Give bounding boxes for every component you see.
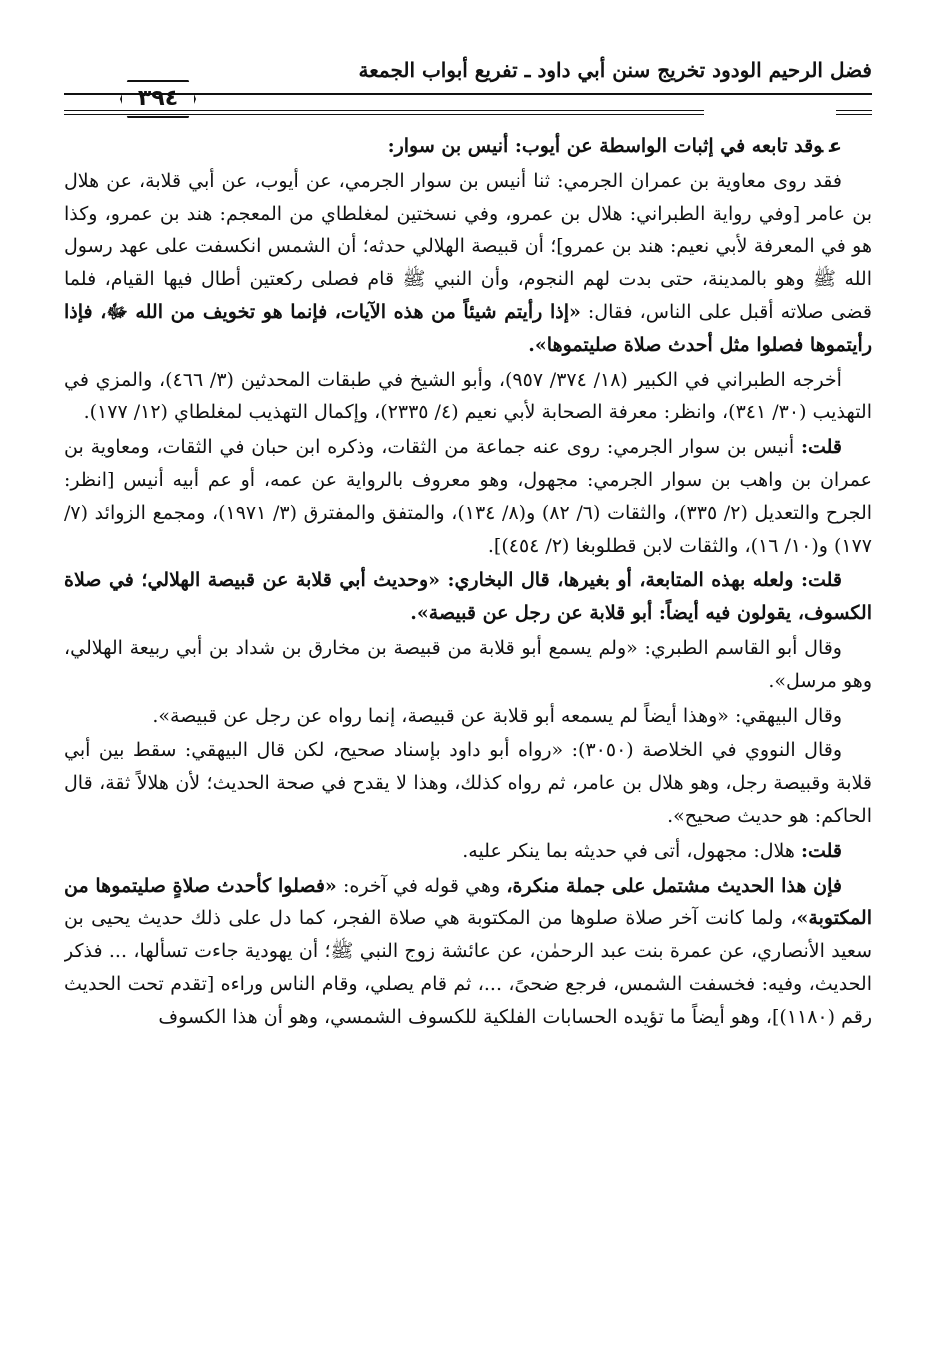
rule-line-right-second bbox=[836, 114, 872, 115]
munkar-quote: «فصلوا كأحدث صلاةٍ صليتموها من المكتوبة» bbox=[64, 874, 872, 930]
munkar-text: وهي قوله في آخره: bbox=[336, 874, 507, 897]
bullet-icon: ع bbox=[829, 135, 842, 157]
hadith-text: فقد روى معاوية بن عمران الجرمي: ثنا أنيس بن سوار الجرمي، عن أيوب، عن أبي قلابة، عن هلال بن عامر [وفي رواية الطبراني: هلال بن عمرو، وفي نسختين لمغلطاي من المعجم: هند بن عمرو، وكذا هو في المعرفة لأبي نعيم: هند بن عمرو]؛ أن قبيصة الهلالي حدثه؛ أن الشمس انكسفت على عهد رسول الله ﷺ وهو بالمدينة، حتى بدت لهم النجوم، وأن النبي ﷺ قام فصلى ركعتين أطال فيها القيام، فلما قضى صلاته أقبل على الناس، فقال: bbox=[64, 169, 872, 323]
page-body bbox=[64, 130, 872, 1362]
paragraph-qultu-3 bbox=[64, 835, 872, 868]
paragraph-qultu-1 bbox=[64, 431, 872, 562]
qultu-label: قلت: bbox=[800, 569, 842, 592]
munkar-continuation: ، ولما كانت آخر صلاة صلوها من المكتوبة هي صلاة الفجر، كما دل على ذلك حديث يحيى بن سعيد الأنصاري، عن عمرة بنت عبد الرحمٰن، عن عائشة زوج النبي ﷺ؛ أن يهودية جاءت تسألها، ... فذكر الحديث، وفيه: فخسفت الشمس، فرجع ضحىً، ...، ثم قام يصلي، وقام الناس وراءه [تقدم تحت الحديث رقم (١١٨٠)]، وهو أيضاً ما تؤيده الحسابات الفلكية للكسوف الشمسي، وهو أن هذا الكسوف bbox=[64, 907, 872, 1028]
paragraph-heading bbox=[64, 130, 872, 163]
paragraph-qultu-2 bbox=[64, 564, 872, 630]
paragraph-bayhaqi: وقال البيهقي: «وهذا أيضاً لم يسمعه أبو قلابة عن قبيصة، إنما رواه عن رجل عن قبيصة». bbox=[152, 704, 842, 727]
paragraph-hadith bbox=[64, 165, 872, 362]
paragraph-munkar bbox=[64, 870, 872, 1034]
rule-line-right bbox=[836, 110, 872, 111]
hadith-quote: «إذا رأيتم شيئاً من هذه الآيات، فإنما هو تخويف من الله ﷻ، فإذا رأيتموها فصلوا مثل أحدث صلاة صليتموها». bbox=[64, 300, 872, 356]
heading-text: وقد تابعه في إثبات الواسطة عن أيوب: أنيس بن سوار: bbox=[387, 135, 824, 157]
running-header: فضل الرحيم الودود تخريج سنن أبي داود ـ تفريع أبواب الجمعة bbox=[358, 58, 872, 82]
qultu-text: هلال: مجهول، أتى في حديثه بما ينكر عليه. bbox=[462, 839, 801, 862]
page-number: ٣٩٤ bbox=[137, 86, 179, 111]
qultu-label: قلت: bbox=[800, 436, 842, 459]
qultu-label: قلت: bbox=[800, 839, 842, 862]
qultu-text: أنيس بن سوار الجرمي: روى عنه جماعة من الثقات، وذكره ابن حبان في الثقات، ومعاوية بن عمران بن واهب بن سوار الجرمي: مجهول، وهو معروف بالرواية عن عمه، أو عم أبيه أنيس [انظر: الجرح والتعديل (٢/ ٣٣٥)، والثقات (٦/ ٨٢) و(٨/ ١٣٤)، والمتفق والمفترق (٣/ ١٩٧١)، ومجمع الزوائد (٧/ ١٧٧) و(١٠/ ١٦)، والثقات لابن قطلوبغا (٢/ ٤٥٤)]. bbox=[64, 436, 872, 557]
page-number-badge bbox=[112, 78, 204, 120]
paragraph-takhrij: أخرجه الطبراني في الكبير (١٨/ ٣٧٤/ ٩٥٧)، وأبو الشيخ في طبقات المحدثين (٣/ ٤٦٦)، والمزي في التهذيب (٣٠/ ٣٤١)، وانظر: معرفة الصحابة لأبي نعيم (٤/ ٢٣٣٥)، وإكمال التهذيب لمغلطاي (١٢/ ١٧٧). bbox=[64, 368, 872, 424]
paragraph-tabari: وقال أبو القاسم الطبري: «ولم يسمع أبو قلابة من قبيصة بن مخارق بن شداد بن أبي ربيعة الهلالي، وهو مرسل». bbox=[64, 636, 872, 692]
qultu-text: ولعله بهذه المتابعة، أو بغيرها، قال البخاري: «وحديث أبي قلابة عن قبيصة الهلالي؛ في صلاة الكسوف، يقولون فيه أيضاً: أبو قلابة عن رجل عن قبيصة». bbox=[64, 569, 872, 625]
munkar-bold-lead: فإن هذا الحديث مشتمل على جملة منكرة، bbox=[506, 874, 843, 897]
paragraph-nawawi: وقال النووي في الخلاصة (٣٠٥٠): «رواه أبو داود بإسناد صحيح، لكن قال البيهقي: سقط بين أبي قلابة وقبيصة رجل، وهو هلال بن عامر، ثم رواه كذلك، وهذا لا يقدح في صحة الحديث؛ لأن هلالاً ثقة، قال الحاكم: هو حديث صحيح». bbox=[64, 739, 872, 827]
